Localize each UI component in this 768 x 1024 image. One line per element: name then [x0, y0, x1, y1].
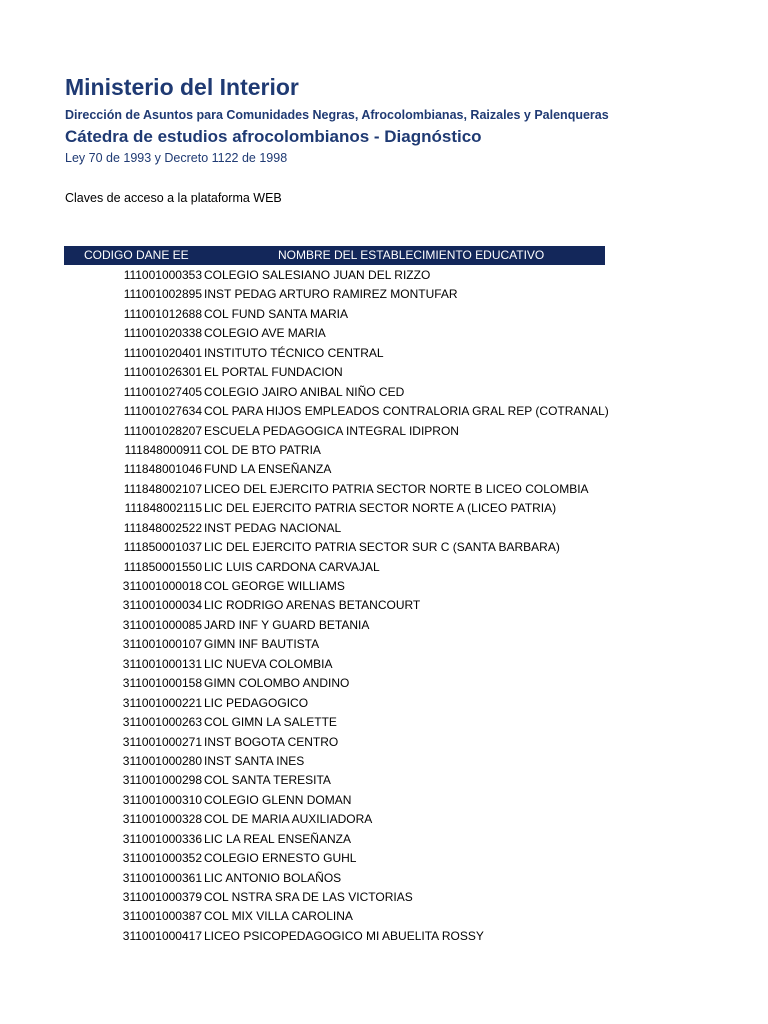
claves-heading: Claves de acceso a la plataforma WEB: [65, 191, 282, 205]
cell-nombre-establecimiento: COL DE BTO PATRIA: [204, 442, 321, 457]
cell-nombre-establecimiento: INST SANTA INES: [204, 753, 305, 768]
cell-codigo-dane: 311001000352: [122, 851, 202, 866]
cell-nombre-establecimiento: JARD INF Y GUARD BETANIA: [204, 617, 370, 632]
cell-nombre-establecimiento: LIC RODRIGO ARENAS BETANCOURT: [204, 598, 421, 613]
table-row: [0, 460, 768, 479]
cell-nombre-establecimiento: FUND LA ENSEÑANZA: [204, 462, 332, 477]
cell-nombre-establecimiento: GIMN INF BAUTISTA: [204, 637, 320, 652]
cell-codigo-dane: 311001000310: [122, 792, 202, 807]
table-row: [0, 752, 768, 771]
cell-nombre-establecimiento: LIC DEL EJERCITO PATRIA SECTOR NORTE A (LICEO PATRIA): [204, 501, 557, 516]
cell-nombre-establecimiento: LIC LA REAL ENSEÑANZA: [204, 831, 351, 846]
cell-codigo-dane: 111001020338: [123, 326, 202, 341]
cell-nombre-establecimiento: COL GIMN LA SALETTE: [204, 715, 337, 730]
cell-nombre-establecimiento: COL FUND SANTA MARIA: [204, 306, 349, 321]
table-row: [0, 305, 768, 324]
page-subtitle: Dirección de Asuntos para Comunidades Negras, Afrocolombianas, Raizales y Palenqueras: [65, 108, 609, 122]
page-title: Ministerio del Interior: [65, 74, 299, 100]
table-row: [0, 499, 768, 518]
cell-nombre-establecimiento: INST BOGOTA CENTRO: [204, 734, 339, 749]
table-row: [0, 558, 768, 577]
cell-nombre-establecimiento: COLEGIO ERNESTO GUHL: [204, 851, 357, 866]
cell-nombre-establecimiento: COL SANTA TERESITA: [204, 773, 331, 788]
table-row: [0, 635, 768, 654]
cell-codigo-dane: 111850001037: [123, 540, 202, 555]
cell-codigo-dane: 311001000417: [122, 928, 202, 943]
table-row: [0, 694, 768, 713]
cell-codigo-dane: 311001000158: [122, 676, 202, 691]
ley-reference: Ley 70 de 1993 y Decreto 1122 de 1998: [65, 151, 288, 165]
cell-nombre-establecimiento: COLEGIO SALESIANO JUAN DEL RIZZO: [204, 268, 431, 282]
table-row: [0, 577, 768, 596]
cell-codigo-dane: 111001002895: [123, 287, 202, 302]
catedra-heading: Cátedra de estudios afrocolombianos - Diagnóstico: [65, 127, 482, 146]
cell-codigo-dane: 311001000387: [122, 909, 202, 924]
column-header-code: CODIGO DANE EE: [84, 248, 189, 262]
column-header-name: NOMBRE DEL ESTABLECIMIENTO EDUCATIVO: [278, 248, 545, 262]
cell-nombre-establecimiento: LICEO PSICOPEDAGOGICO MI ABUELITA ROSSY: [204, 928, 484, 943]
cell-codigo-dane: 311001000085: [122, 617, 202, 632]
cell-nombre-establecimiento: EL PORTAL FUNDACION: [204, 365, 343, 380]
table-row: [0, 596, 768, 615]
cell-codigo-dane: 111001020401: [123, 345, 202, 360]
table-row: [0, 810, 768, 829]
cell-nombre-establecimiento: LICEO DEL EJERCITO PATRIA SECTOR NORTE B LICEO COLOMBIA: [204, 481, 589, 496]
table-row: [0, 674, 768, 693]
cell-nombre-establecimiento: COL DE MARIA AUXILIADORA: [204, 812, 373, 827]
cell-nombre-establecimiento: LIC PEDAGOGICO: [204, 695, 309, 710]
table-row: [0, 713, 768, 732]
table-row: [0, 402, 768, 421]
table-row: [0, 441, 768, 460]
cell-nombre-establecimiento: LIC ANTONIO BOLAÑOS: [204, 870, 342, 885]
table-row: [0, 616, 768, 635]
cell-codigo-dane: 311001000271: [122, 734, 202, 749]
cell-nombre-establecimiento: GIMN COLOMBO ANDINO: [204, 676, 350, 691]
cell-codigo-dane: 311001000298: [122, 773, 202, 788]
cell-codigo-dane: 111848001046: [123, 462, 202, 477]
table-row: [0, 869, 768, 888]
table-row: [0, 927, 768, 946]
cell-codigo-dane: 111848002115: [124, 501, 202, 516]
cell-nombre-establecimiento: COL PARA HIJOS EMPLEADOS CONTRALORIA GRAL REP (COTRANAL): [204, 404, 609, 419]
cell-nombre-establecimiento: LIC LUIS CARDONA CARVAJAL: [204, 559, 380, 574]
cell-codigo-dane: 311001000131: [122, 656, 202, 671]
table-row: [0, 344, 768, 363]
cell-codigo-dane: 311001000034: [122, 598, 202, 613]
cell-codigo-dane: 311001000328: [122, 812, 202, 827]
cell-codigo-dane: 311001000379: [122, 890, 202, 904]
cell-codigo-dane: 111848002107: [123, 481, 202, 496]
table-row: [0, 888, 768, 907]
table-row: [0, 324, 768, 343]
table-header: [64, 246, 605, 265]
cell-nombre-establecimiento: COLEGIO AVE MARIA: [204, 326, 326, 341]
cell-codigo-dane: 311001000018: [122, 579, 202, 593]
table-row: [0, 480, 768, 499]
cell-nombre-establecimiento: COLEGIO GLENN DOMAN: [204, 792, 352, 807]
table-row: [0, 422, 768, 441]
table-body: [0, 266, 768, 946]
cell-nombre-establecimiento: COL MIX VILLA CAROLINA: [204, 909, 353, 924]
table-row: [0, 266, 768, 285]
cell-nombre-establecimiento: INST PEDAG NACIONAL: [204, 520, 342, 535]
cell-codigo-dane: 111848002522: [123, 520, 202, 535]
cell-nombre-establecimiento: ESCUELA PEDAGOGICA INTEGRAL IDIPRON: [204, 423, 459, 438]
cell-nombre-establecimiento: COL GEORGE WILLIAMS: [204, 579, 345, 593]
table-row: [0, 538, 768, 557]
cell-codigo-dane: 111848000911: [124, 442, 202, 457]
cell-codigo-dane: 111001012688: [123, 306, 202, 321]
cell-codigo-dane: 111001028207: [123, 423, 202, 438]
table-row: [0, 655, 768, 674]
cell-codigo-dane: 111001026301: [123, 365, 202, 380]
table-row: [0, 285, 768, 304]
cell-codigo-dane: 111001027405: [123, 384, 202, 399]
table-row: [0, 830, 768, 849]
table-row: [0, 849, 768, 868]
cell-nombre-establecimiento: LIC NUEVA COLOMBIA: [204, 656, 333, 671]
cell-nombre-establecimiento: LIC DEL EJERCITO PATRIA SECTOR SUR C (SANTA BARBARA): [204, 540, 560, 555]
table-row: [0, 907, 768, 926]
table-row: [0, 383, 768, 402]
table-row: [0, 363, 768, 382]
cell-codigo-dane: 311001000336: [122, 831, 202, 846]
cell-nombre-establecimiento: INSTITUTO TÉCNICO CENTRAL: [204, 345, 384, 360]
cell-codigo-dane: 111001000353: [123, 268, 202, 282]
table-row: [0, 771, 768, 790]
cell-codigo-dane: 311001000107: [122, 637, 202, 652]
table-row: [0, 791, 768, 810]
cell-codigo-dane: 311001000221: [122, 695, 202, 710]
cell-codigo-dane: 111850001550: [123, 559, 202, 574]
cell-codigo-dane: 311001000263: [122, 715, 202, 730]
table-row: [0, 733, 768, 752]
cell-nombre-establecimiento: COL NSTRA SRA DE LAS VICTORIAS: [204, 890, 413, 904]
cell-codigo-dane: 311001000361: [122, 870, 202, 885]
table-row: [0, 519, 768, 538]
cell-codigo-dane: 311001000280: [122, 753, 202, 768]
cell-nombre-establecimiento: INST PEDAG ARTURO RAMIREZ MONTUFAR: [204, 287, 458, 302]
cell-nombre-establecimiento: COLEGIO JAIRO ANIBAL NIÑO CED: [204, 384, 405, 399]
cell-codigo-dane: 111001027634: [123, 404, 202, 419]
